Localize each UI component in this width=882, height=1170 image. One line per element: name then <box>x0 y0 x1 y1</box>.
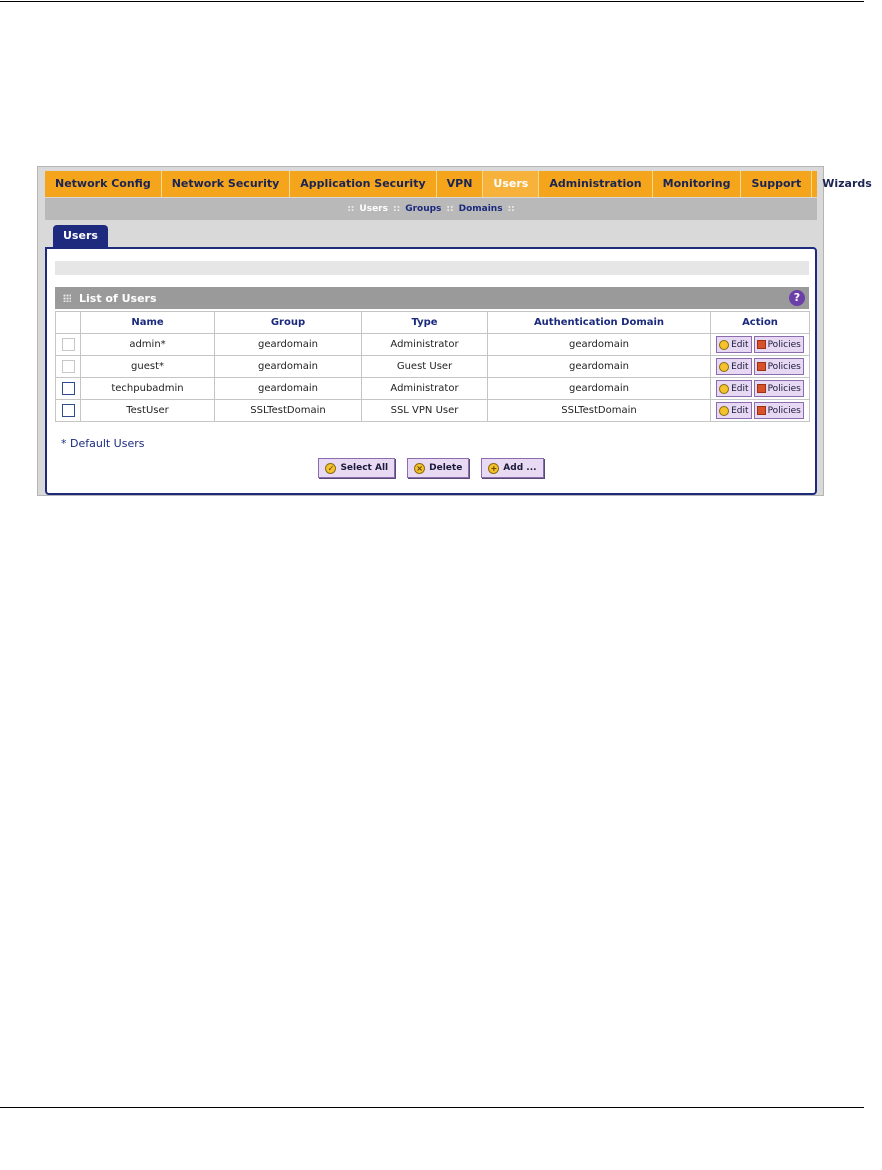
users-table <box>55 311 810 422</box>
subnav-separator: :: <box>392 204 401 214</box>
cell-group: geardomain <box>215 356 362 378</box>
column-header-type: Type <box>362 312 488 334</box>
plus-icon: + <box>488 463 499 474</box>
cell-group: SSLTestDomain <box>215 400 362 422</box>
cell-name: TestUser <box>81 400 215 422</box>
main-nav <box>45 171 872 197</box>
add-button[interactable] <box>481 458 543 478</box>
sub-nav <box>45 198 817 220</box>
row-checkbox[interactable] <box>62 382 75 395</box>
nav-item-application-security[interactable]: Application Security <box>290 171 436 197</box>
delete-label: Delete <box>429 463 463 473</box>
subnav-separator: :: <box>347 204 355 214</box>
check-icon: ✓ <box>325 463 336 474</box>
cell-auth-domain: geardomain <box>488 356 711 378</box>
policy-icon <box>757 340 766 349</box>
add-label: Add ... <box>503 463 537 473</box>
users-panel <box>45 247 817 495</box>
pencil-icon <box>719 384 729 394</box>
nav-item-monitoring[interactable]: Monitoring <box>653 171 742 197</box>
cell-type: Guest User <box>362 356 488 378</box>
row-checkbox[interactable] <box>62 404 75 417</box>
policy-icon <box>757 384 766 393</box>
cell-auth-domain: geardomain <box>488 334 711 356</box>
table-row <box>56 356 810 378</box>
nav-item-vpn[interactable]: VPN <box>437 171 484 197</box>
cell-auth-domain: SSLTestDomain <box>488 400 711 422</box>
grid-icon <box>63 294 71 302</box>
edit-button[interactable] <box>716 336 751 353</box>
tab-users[interactable]: Users <box>53 225 108 247</box>
pencil-icon <box>719 340 729 350</box>
edit-button[interactable] <box>716 402 751 419</box>
nav-item-wizards[interactable]: Wizards <box>822 177 872 190</box>
policies-label: Policies <box>767 405 801 416</box>
subnav-link-users[interactable]: Users <box>359 204 388 214</box>
column-header-action: Action <box>711 312 810 334</box>
table-row <box>56 400 810 422</box>
policies-button[interactable] <box>754 380 804 397</box>
column-header-select <box>56 312 81 334</box>
default-users-note: * Default Users <box>61 437 145 450</box>
subnav-link-groups[interactable]: Groups <box>405 204 442 214</box>
row-checkbox <box>62 338 75 351</box>
policies-button[interactable] <box>754 336 804 353</box>
policies-label: Policies <box>767 361 801 372</box>
pencil-icon <box>719 362 729 372</box>
subnav-separator: :: <box>507 204 515 214</box>
cell-type: SSL VPN User <box>362 400 488 422</box>
subnav-separator: :: <box>446 204 454 214</box>
cell-type: Administrator <box>362 378 488 400</box>
edit-label: Edit <box>731 339 749 350</box>
page-top-rule <box>0 1 864 2</box>
subnav-link-domains[interactable]: Domains <box>458 204 503 214</box>
table-header-row <box>56 312 810 334</box>
policy-icon <box>757 362 766 371</box>
nav-item-administration[interactable]: Administration <box>539 171 652 197</box>
select-all-label: Select All <box>340 463 389 473</box>
cell-name: techpubadmin <box>81 378 215 400</box>
row-checkbox <box>62 360 75 373</box>
edit-button[interactable] <box>716 380 751 397</box>
column-header-group: Group <box>215 312 362 334</box>
pencil-icon <box>719 406 729 416</box>
delete-button[interactable] <box>407 458 469 478</box>
nav-item-support[interactable]: Support <box>741 171 812 197</box>
table-row <box>56 378 810 400</box>
policies-button[interactable] <box>754 402 804 419</box>
x-icon: × <box>414 463 425 474</box>
cell-auth-domain: geardomain <box>488 378 711 400</box>
list-header-bar <box>55 287 809 309</box>
nav-item-network-security[interactable]: Network Security <box>162 171 291 197</box>
select-all-button[interactable] <box>318 458 395 478</box>
edit-label: Edit <box>731 383 749 394</box>
action-button-row <box>47 458 815 478</box>
column-header-auth-domain: Authentication Domain <box>488 312 711 334</box>
edit-label: Edit <box>731 405 749 416</box>
cell-group: geardomain <box>215 378 362 400</box>
app-window <box>37 166 872 496</box>
edit-label: Edit <box>731 361 749 372</box>
cell-name: admin* <box>81 334 215 356</box>
nav-item-network-config[interactable]: Network Config <box>45 171 162 197</box>
nav-item-users[interactable]: Users <box>483 171 539 197</box>
table-row <box>56 334 810 356</box>
list-title: List of Users <box>79 291 157 305</box>
cell-type: Administrator <box>362 334 488 356</box>
page-bottom-rule <box>0 1107 864 1108</box>
column-header-name: Name <box>81 312 215 334</box>
message-strip <box>55 261 809 275</box>
edit-button[interactable] <box>716 358 751 375</box>
policies-button[interactable] <box>754 358 804 375</box>
policies-label: Policies <box>767 383 801 394</box>
cell-name: guest* <box>81 356 215 378</box>
cell-group: geardomain <box>215 334 362 356</box>
help-icon[interactable]: ? <box>789 290 805 306</box>
policy-icon <box>757 406 766 415</box>
policies-label: Policies <box>767 339 801 350</box>
